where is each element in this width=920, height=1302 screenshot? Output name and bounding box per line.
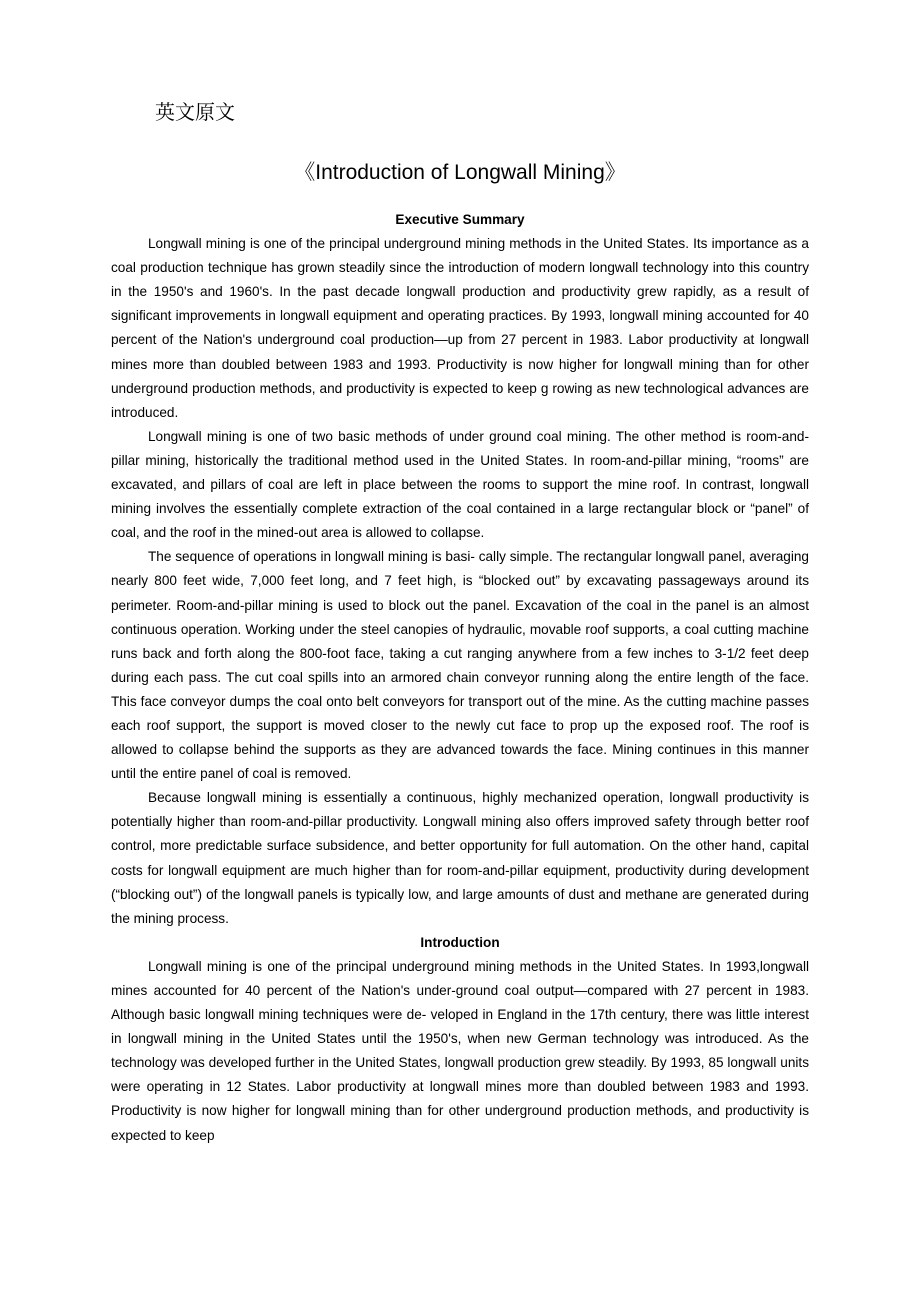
paragraph: Longwall mining is one of the principal underground mining methods in the United States. Its importance as a coal production technique has grown steadily since the introduction of modern longwall technology into this country in the 1950's and 1960's. In the past decade longwall production and productivity grew rapidly, as a result of significant improvements in longwall equipment and operating practices. By 1993, longwall mining accounted for 40 percent of the Nation's underground coal production—up from 27 percent in 1983. Labor productivity at longwall mines more than doubled between 1983 and 1993. Productivity is now higher for longwall mining than for other underground production methods, and productivity is expected to keep g rowing as new technological advances are introduced. (111, 236, 809, 420)
paragraph: Because longwall mining is essentially a continuous, highly mechanized operation, longwall productivity is potentially higher than room-and-pillar productivity. Longwall mining also offers improved safety through better roof control, more predictable surface subsidence, and better opportunity for full automation. On the other hand, capital costs for longwall equipment are much higher than for room-and-pillar equipment, productivity during development (“blocking out”) of the longwall panels is typically low, and large amounts of dust and methane are generated during the mining process. (111, 790, 809, 926)
section-heading-executive-summary: Executive Summary (395, 212, 525, 227)
original-text-label: 英文原文 (155, 100, 235, 124)
section-heading-introduction: Introduction (420, 934, 500, 950)
document-title: 《Introduction of Longwall Mining》 (294, 161, 626, 184)
paragraph: Longwall mining is one of two basic methods of under ground coal mining. The other method is room-and-pillar mining, historically the traditional method used in the United States. In room-and-pillar mining, “rooms” are excavated, and pillars of coal are left in place between the rooms to support the mine roof. In contrast, longwall mining involves the essentially complete extraction of the coal contained in a large rectangular block or “panel” of coal, and the roof in the mined-out area is allowed to collapse. (111, 428, 809, 541)
paragraph: The sequence of operations in longwall mining is basi- cally simple. The rectangular longwall panel, averaging nearly 800 feet wide, 7,000 feet long, and 7 feet high, is “blocked out” by excavating passageways around its perimeter. Room-and-pillar mining is used to block out the panel. Excavation of the coal in the panel is an almost continuous operation. Working under the steel canopies of hydraulic, movable roof supports, a coal cutting machine runs back and forth along the 800-foot face, taking a cut ranging anywhere from a few inches to 3-1/2 feet deep during each pass. The cut coal spills into an armored chain conveyor running along the entire length of the face. This face conveyor dumps the coal onto belt conveyors for transport out of the mine. As the cutting machine passes each roof support, the support is moved closer to the newly cut face to prop up the exposed roof. The roof is allowed to collapse behind the supports as they are advanced towards the face. Mining continues in this manner until the entire panel of coal is removed. (111, 549, 809, 782)
document-body (111, 208, 809, 1148)
paragraph: Longwall mining is one of the principal underground mining methods in the United States. In 1993,longwall mines accounted for 40 percent of the Nation's under-ground coal output—compared with 27 percent in 1983. Although basic longwall mining techniques were de- veloped in England in the 17th century, there was little interest in longwall mining in the United States until the 1950's, when new German technology was introduced. As the technology was developed further in the United States, longwall production grew steadily. By 1993, 85 longwall units were operating in 12 States. Labor productivity at longwall mines more than doubled between 1983 and 1993. Productivity is now higher for longwall mining than for other underground production methods, and productivity is expected to keep (111, 958, 809, 1143)
